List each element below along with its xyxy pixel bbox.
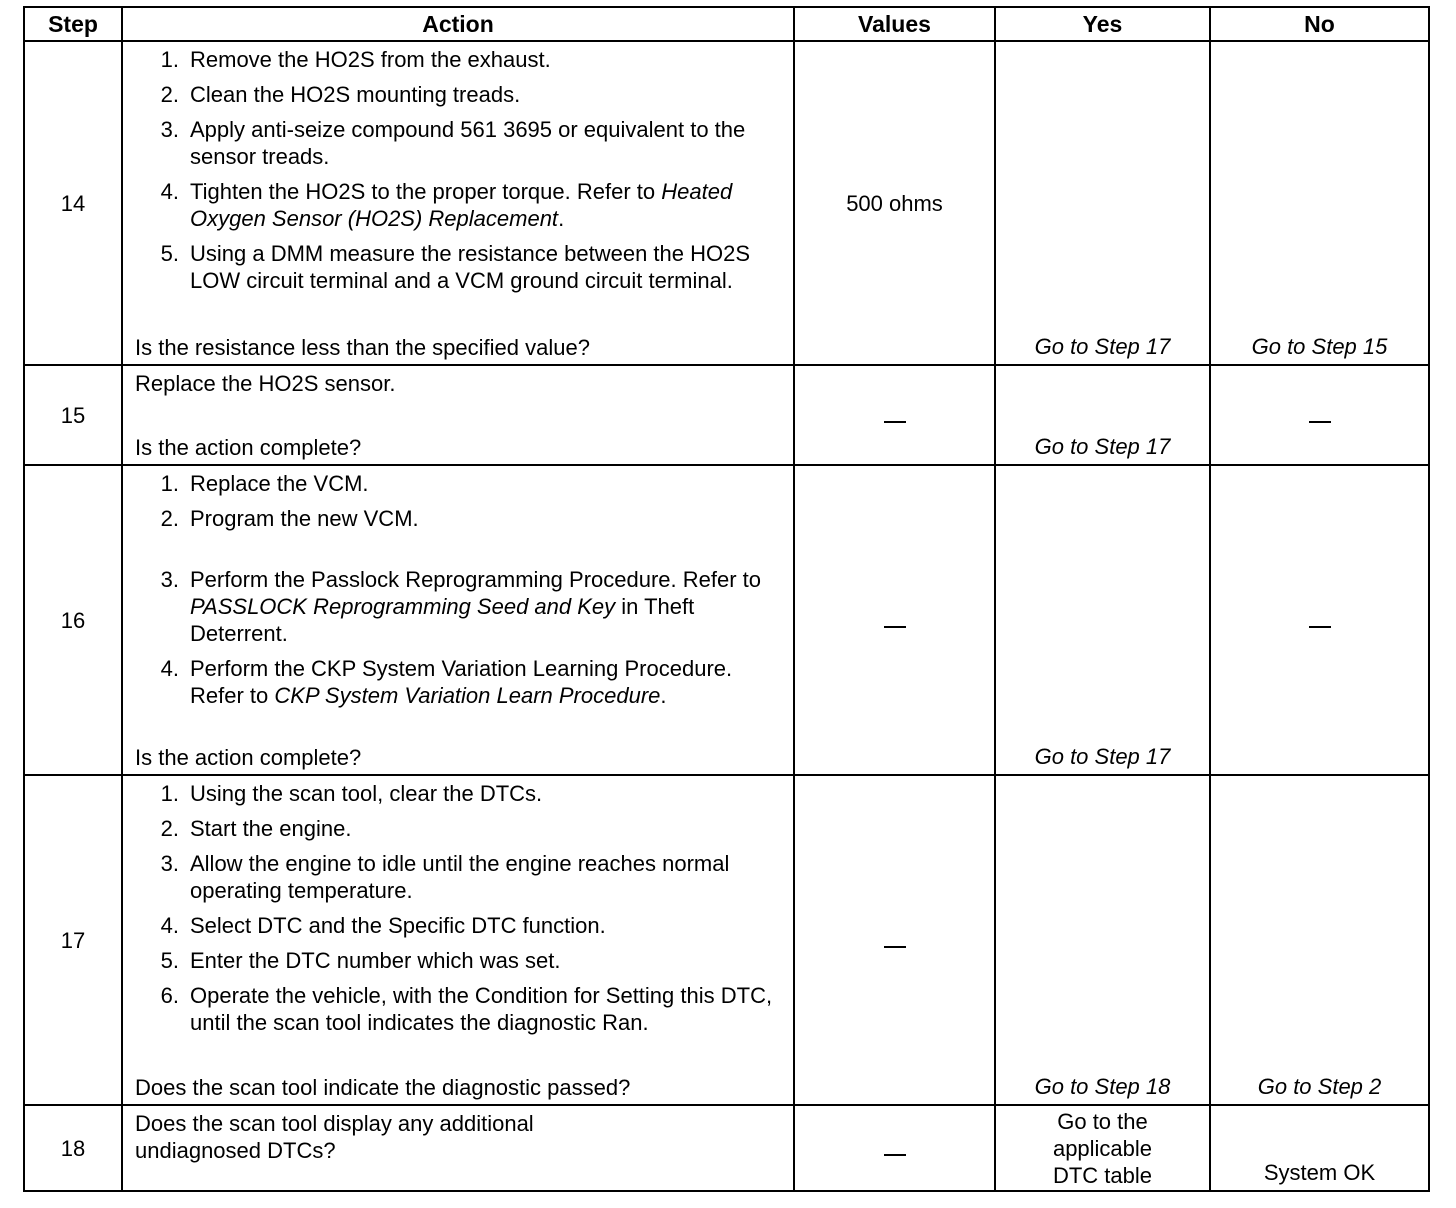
list-item: 4. Tighten the HO2S to the proper torque. Refer to Heated Oxygen Sensor (HO2S) Replacement. [160, 179, 733, 231]
yes-cell: Go to Step 17 [995, 465, 1210, 775]
list-item: 3. Perform the Passlock Reprogramming Procedure. Refer to PASSLOCK Reprogramming Seed and Key in Theft Deterrent. [160, 567, 762, 646]
table-row-step-15 [24, 365, 1429, 465]
action-question: Does the scan tool display any additional undiagnosed DTCs? [135, 1111, 534, 1163]
no-cell [1210, 365, 1429, 465]
list-item: 2. Start the engine. [160, 816, 352, 841]
action-question: Is the action complete? [135, 435, 362, 460]
no-cell: System OK [1210, 1105, 1429, 1191]
values-cell [794, 365, 995, 465]
dash-mark [884, 946, 906, 948]
table-row-step-18 [24, 1105, 1429, 1191]
list-item: 4. Select DTC and the Specific DTC function. [160, 913, 606, 938]
reference-link-text: PASSLOCK Reprogramming Seed and Key [190, 594, 616, 619]
action-cell [122, 41, 794, 365]
table-row-step-17 [24, 775, 1429, 1105]
action-question: Does the scan tool indicate the diagnostic passed? [135, 1075, 631, 1100]
values-cell [794, 775, 995, 1105]
header-yes: Yes [995, 7, 1210, 41]
yes-cell: Go to the applicable DTC table [995, 1105, 1210, 1191]
no-cell: Go to Step 15 [1210, 41, 1429, 365]
list-item: 1. Replace the VCM. [160, 471, 369, 496]
action-cell [122, 365, 794, 465]
action-list [135, 46, 777, 294]
header-row [24, 7, 1429, 41]
action-list [135, 470, 777, 709]
list-item: 4. Perform the CKP System Variation Learning Procedure. Refer to CKP System Variation Learn Procedure. [160, 656, 733, 708]
action-question: Is the resistance less than the specified value? [135, 335, 590, 360]
list-item: 5. Enter the DTC number which was set. [160, 948, 561, 973]
no-cell: Go to Step 2 [1210, 775, 1429, 1105]
dash-mark [1309, 626, 1331, 628]
header-action: Action [122, 7, 794, 41]
list-item: 2. Program the new VCM. [160, 506, 419, 531]
values-cell [794, 1105, 995, 1191]
action-question: Is the action complete? [135, 745, 362, 770]
dash-mark [884, 1154, 906, 1156]
values-cell: 500 ohms [794, 41, 995, 365]
action-text: Replace the HO2S sensor. [135, 371, 396, 396]
list-item: 2. Clean the HO2S mounting treads. [160, 82, 521, 107]
list-item: 3. Apply anti-seize compound 561 3695 or equivalent to the sensor treads. [160, 117, 746, 169]
action-cell [122, 465, 794, 775]
step-number: 16 [24, 465, 122, 775]
yes-cell: Go to Step 17 [995, 365, 1210, 465]
header-values: Values [794, 7, 995, 41]
step-number: 14 [24, 41, 122, 365]
list-item: 1. Remove the HO2S from the exhaust. [160, 47, 551, 72]
reference-link-text: CKP System Variation Learn Procedure [274, 683, 661, 708]
dash-mark [1309, 421, 1331, 423]
action-list [135, 780, 777, 1036]
list-item: 3. Allow the engine to idle until the engine reaches normal operating temperature. [160, 851, 730, 903]
yes-cell: Go to Step 18 [995, 775, 1210, 1105]
header-step: Step [24, 7, 122, 41]
list-item: 6. Operate the vehicle, with the Condition for Setting this DTC, until the scan tool indicates the diagnostic Ran. [160, 983, 773, 1035]
step-number: 18 [24, 1105, 122, 1191]
action-cell [122, 775, 794, 1105]
no-cell [1210, 465, 1429, 775]
yes-cell: Go to Step 17 [995, 41, 1210, 365]
step-number: 15 [24, 365, 122, 465]
table-row-step-16 [24, 465, 1429, 775]
reference-link-text: Heated Oxygen Sensor (HO2S) Replacement [190, 179, 733, 231]
list-item: 5. Using a DMM measure the resistance between the HO2S LOW circuit terminal and a VCM ground circuit terminal. [160, 241, 751, 293]
list-item: 1. Using the scan tool, clear the DTCs. [160, 781, 543, 806]
dash-mark [884, 421, 906, 423]
table-row-step-14 [24, 41, 1429, 365]
dash-mark [884, 626, 906, 628]
diagnostic-table [23, 6, 1430, 1192]
values-cell [794, 465, 995, 775]
step-number: 17 [24, 775, 122, 1105]
header-no: No [1210, 7, 1429, 41]
action-cell [122, 1105, 794, 1191]
